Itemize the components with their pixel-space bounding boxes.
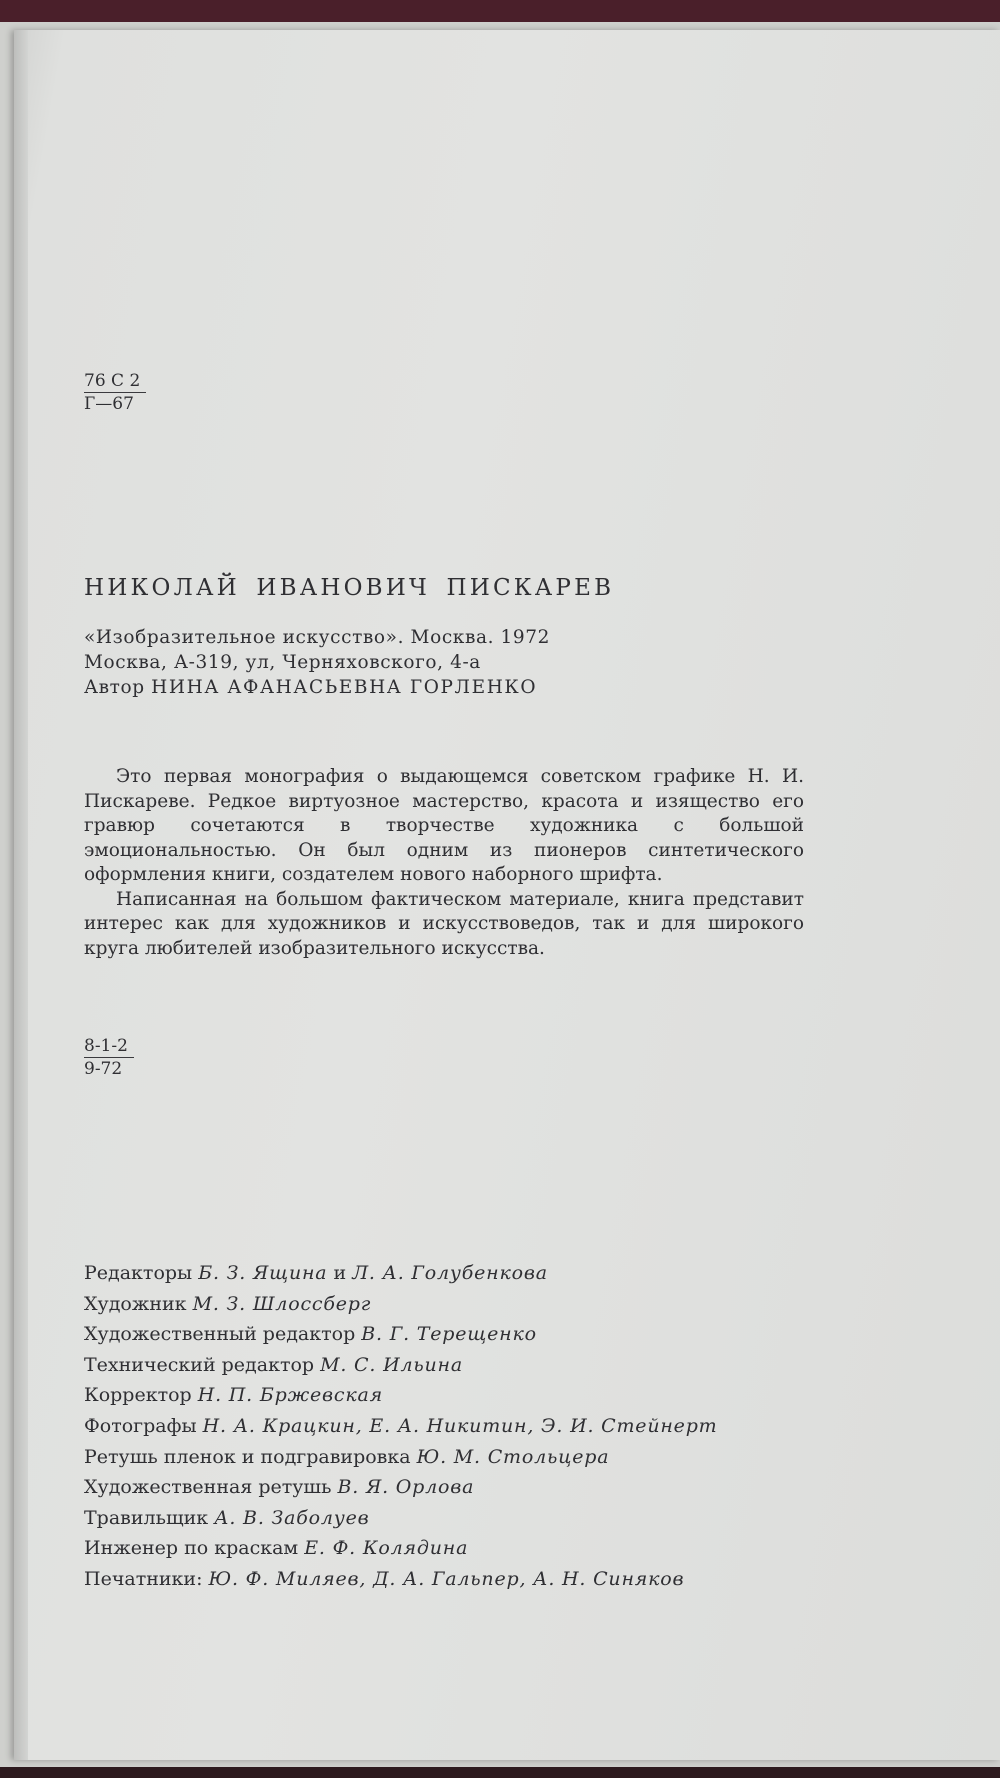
credit-role: Травильщик xyxy=(84,1506,209,1529)
classification-bottom-numerator: 8-1-2 xyxy=(84,1035,134,1058)
page-edge xyxy=(14,30,28,1760)
classification-top-numerator: 76 С 2 xyxy=(84,370,146,393)
author-line xyxy=(84,675,550,700)
author-prefix: Автор xyxy=(84,677,145,698)
credit-name: Ю. Ф. Миляев, Д. А. Гальпер, А. Н. Синяков xyxy=(208,1567,685,1590)
publisher-line: «Изобразительное искусство». Москва. 1972 xyxy=(84,627,551,648)
publisher-info xyxy=(84,625,550,700)
classification-bottom-denominator: 9-72 xyxy=(84,1059,123,1079)
credit-name: Н. А. Крацкин, Е. А. Никитин, Э. И. Стейнерт xyxy=(202,1414,718,1437)
abstract-paragraph-2: Написанная на большом фактическом материале, книга представит интерес как для художников и искусствоведов, так и для широкого круга любителей изобразительного искусства. xyxy=(84,888,804,959)
credit-line xyxy=(84,1564,718,1595)
classification-code-bottom xyxy=(84,1035,134,1080)
credits-list xyxy=(84,1258,718,1595)
credit-name: М. З. Шлоссберг xyxy=(192,1292,372,1315)
credit-line xyxy=(84,1411,718,1442)
credit-line xyxy=(84,1258,718,1289)
credit-name: Е. Ф. Колядина xyxy=(304,1537,469,1560)
classification-code-top xyxy=(84,370,146,415)
credit-line xyxy=(84,1442,718,1473)
credit-line xyxy=(84,1289,718,1320)
credit-line xyxy=(84,1319,718,1350)
classification-top-denominator: Г—67 xyxy=(84,394,134,414)
credit-joiner: и xyxy=(333,1262,347,1284)
credit-line xyxy=(84,1533,718,1564)
credit-name: А. В. Заболуев xyxy=(214,1506,370,1529)
credit-role: Инженер по краскам xyxy=(84,1537,299,1560)
credit-role: Технический редактор xyxy=(84,1353,315,1376)
author-name: НИНА АФАНАСЬЕВНА ГОРЛЕНКО xyxy=(151,677,538,698)
credit-role: Фотографы xyxy=(84,1414,197,1437)
credit-line xyxy=(84,1472,718,1503)
credit-role: Художник xyxy=(84,1292,187,1315)
credit-name-2: Л. А. Голубенкова xyxy=(352,1262,548,1284)
abstract-paragraph-1: Это первая монография о выдающемся советском графике Н. И. Пискареве. Редкое виртуозное мастерство, красота и изящество его гравюр сочетаются в творчестве художника с большой эмоциональностью. Он был одним из пионеров синтетического оформления книги, создателем нового наборного шрифта. xyxy=(84,766,804,885)
credit-line xyxy=(84,1350,718,1381)
credit-name: Ю. М. Стольцера xyxy=(416,1445,610,1468)
credit-role: Художественная ретушь xyxy=(84,1476,332,1499)
credit-name: Б. З. Ящина xyxy=(198,1262,328,1284)
credit-role: Художественный редактор xyxy=(84,1323,356,1346)
credit-role: Корректор xyxy=(84,1384,192,1407)
credit-role: Печатники: xyxy=(84,1567,203,1590)
credit-name: В. Г. Терещенко xyxy=(361,1323,537,1346)
book-title: НИКОЛАЙ ИВАНОВИЧ ПИСКАРЕВ xyxy=(84,575,615,601)
abstract xyxy=(84,765,804,961)
credit-name: В. Я. Орлова xyxy=(337,1476,475,1499)
credit-name: М. С. Ильина xyxy=(320,1353,463,1376)
credit-role: Ретушь пленок и подгравировка xyxy=(84,1445,411,1468)
book-page xyxy=(14,30,1000,1760)
credit-line xyxy=(84,1503,718,1534)
credit-role: Редакторы xyxy=(84,1262,193,1284)
address-line: Москва, А-319, ул, Черняховского, 4-а xyxy=(84,652,481,673)
credit-name: Н. П. Бржевская xyxy=(197,1384,383,1407)
credit-line xyxy=(84,1380,718,1411)
